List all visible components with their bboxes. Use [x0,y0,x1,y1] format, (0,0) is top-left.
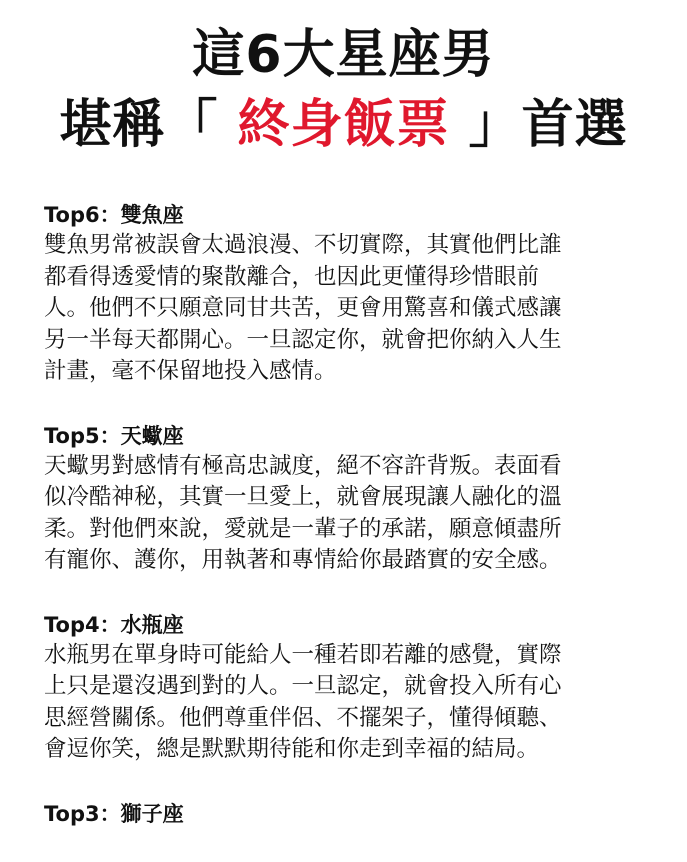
body-line: 上只是還沒遇到對的人。一旦認定，就會投入所有心 [44,673,562,699]
section-top5-scorpio [44,421,644,577]
body-line: 計畫，毫不保留地投入感情。 [44,358,337,384]
article-content [44,200,644,862]
body-line: 柔。對他們來說，愛就是一輩子的承諾，願意傾盡所 [44,515,562,542]
section-heading: Top5：天蠍座 [44,423,184,448]
section-top6-pisces [44,200,644,388]
section-body [44,451,644,577]
section-top3-leo [44,799,644,829]
title-prefix: 堪稱「 [59,95,238,155]
body-line: 有寵你、護你，用執著和專情給你最踏實的安全感。 [44,547,562,573]
section-heading: Top4：水瓶座 [44,612,184,637]
title-suffix: 」首選 [449,95,628,155]
body-line: 都看得透愛情的聚散離合，也因此更懂得珍惜眼前 [44,263,540,290]
title-accent-text: 終身飯票 [237,95,450,155]
title-line-2 [0,90,687,160]
section-body [44,640,644,766]
title-line-1: 這6大星座男 [192,25,495,85]
body-line: 雙魚男常被誤會太過浪漫、不切實際，其實他們比誰 [44,232,562,258]
section-heading: Top3：獅子座 [44,801,184,826]
body-line: 水瓶男在單身時可能給人一種若即若離的感覺，實際 [44,641,562,668]
section-body [44,230,644,388]
body-line: 會逗你笑，總是默默期待能和你走到幸福的結局。 [44,736,540,762]
body-line: 思經營關係。他們尊重伴侶、不擺架子，懂得傾聽、 [44,704,562,731]
body-line: 天蠍男對感情有極高忠誠度，絕不容許背叛。表面看 [44,452,562,479]
body-line: 似冷酷神秘，其實一旦愛上，就會展現讓人融化的溫 [44,484,562,510]
section-top4-aquarius [44,610,644,766]
body-line: 人。他們不只願意同甘共苦，更會用驚喜和儀式感讓 [44,295,562,321]
body-line: 另一半每天都開心。一旦認定你，就會把你納入人生 [44,326,562,353]
section-heading: Top6：雙魚座 [44,203,184,227]
article-title [0,20,687,160]
